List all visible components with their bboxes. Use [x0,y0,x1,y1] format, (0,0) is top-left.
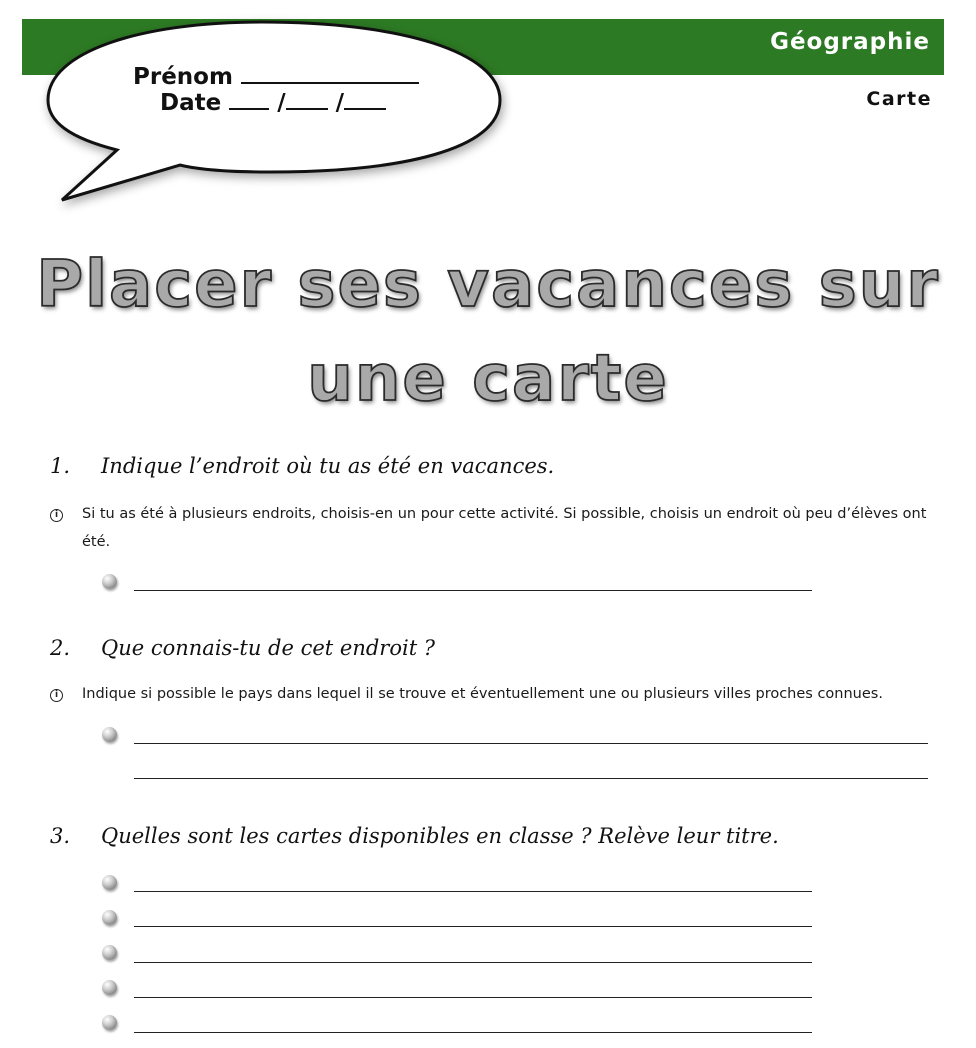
date-field[interactable] [160,88,386,116]
answer-line[interactable] [134,743,928,744]
answer-line[interactable] [134,926,812,927]
question-1-text: Indique l’endroit où tu as été en vacances. [101,454,555,478]
question-1-info: Si tu as été à plusieurs endroits, choisis-en un pour cette activité. Si possible, choisis un endroit où peu d’élèves ont été. [82,506,927,550]
bullet-icon [102,910,117,925]
date-label: Date [160,90,222,116]
bullet-icon [102,727,117,742]
answer-line[interactable] [134,590,812,591]
answer-line[interactable] [134,962,812,963]
page-title-line-2: une carte [307,342,669,416]
firstname-blank[interactable] [241,62,419,84]
date-day-blank[interactable] [229,88,269,110]
question-2-number: 2. [50,636,71,660]
question-2-info: Indique si possible le pays dans lequel il se trouve et éventuellement une ou plusieurs villes proches connues. [82,686,883,702]
bullet-icon [102,875,117,890]
answer-line[interactable] [134,778,928,779]
topic-label: Carte [866,88,932,110]
date-separator: / [335,90,345,116]
answer-line[interactable] [134,997,812,998]
info-icon: i [50,689,63,702]
firstname-field[interactable] [133,62,419,90]
firstname-label: Prénom [133,64,233,90]
answer-line[interactable] [134,1032,812,1033]
answer-line[interactable] [134,891,812,892]
page-title [0,238,976,426]
question-3-text: Quelles sont les cartes disponibles en classe ? Relève leur titre. [101,824,779,848]
question-3-number: 3. [50,824,71,848]
question-2-text: Que connais-tu de cet endroit ? [101,636,436,660]
bullet-icon [102,945,117,960]
info-icon: i [50,509,63,522]
bullet-icon [102,980,117,995]
bullet-icon [102,1015,117,1030]
date-month-blank[interactable] [286,88,328,110]
question-1-number: 1. [50,454,71,478]
date-year-blank[interactable] [344,88,386,110]
date-separator: / [277,90,286,116]
bullet-icon [102,574,117,589]
subject-title: Géographie [770,29,930,55]
page-title-line-1: Placer ses vacances sur [36,248,940,322]
